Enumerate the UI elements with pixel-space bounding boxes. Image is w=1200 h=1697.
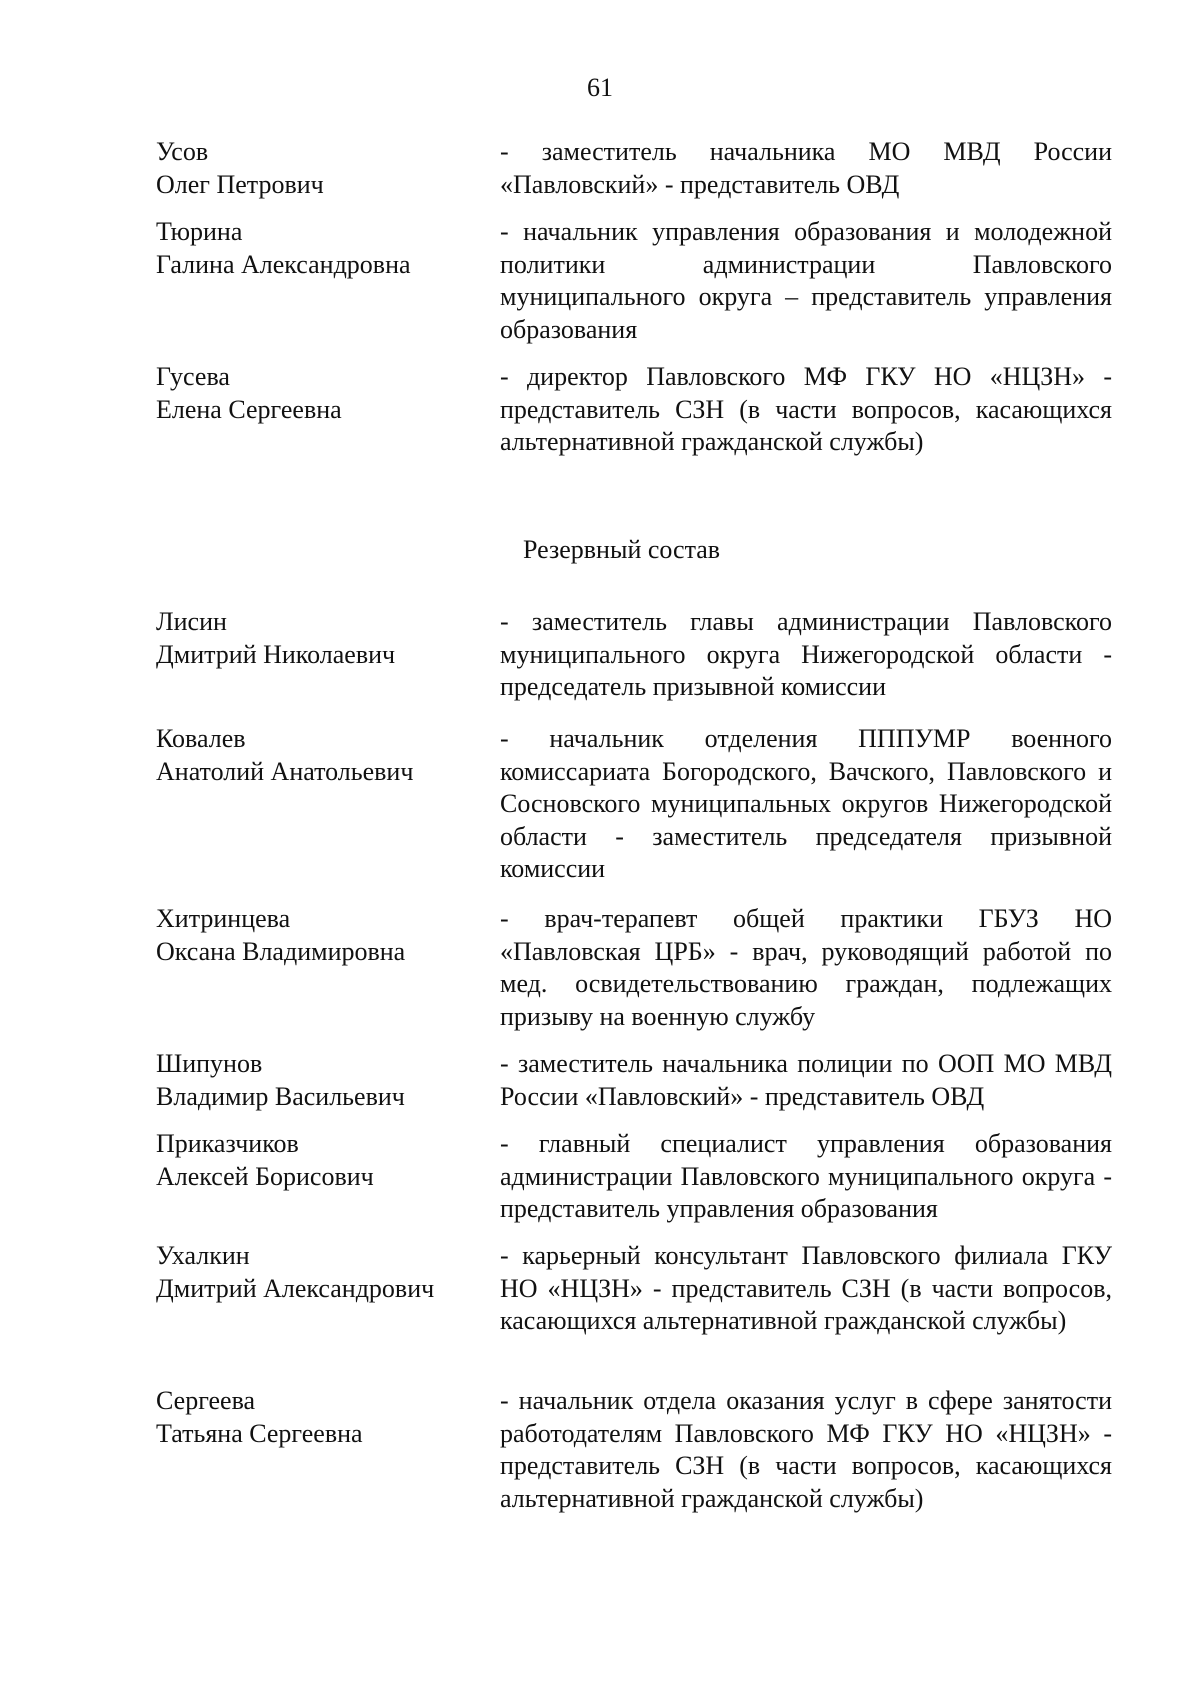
member-given-names: Елена Сергеевна xyxy=(156,394,342,424)
member-surname: Ковалев xyxy=(156,724,246,753)
member-surname: Приказчиков xyxy=(156,1129,299,1158)
member-description: - начальник отдела оказания услуг в сфере занятости работодателям Павловского МФ ГКУ НО «НЦЗН» - представитель СЗН (в части вопросов, касающихся альтернативной гражданской службы) xyxy=(500,1386,1112,1513)
member-surname: Шипунов xyxy=(156,1049,263,1078)
member-description: - заместитель начальника полиции по ООП МО МВД России «Павловский» - представитель ОВД xyxy=(500,1049,1112,1111)
member-description: - врач-терапевт общей практики ГБУЗ НО «Павловская ЦРБ» - врач, руководящий работой по мед. освидетельствованию граждан, подлежащих призыву на военную службу xyxy=(500,904,1112,1031)
reserve-section-title: Резервный состав xyxy=(523,535,721,564)
member-surname: Лисин xyxy=(156,607,227,636)
member-given-names: Дмитрий Николаевич xyxy=(156,639,396,669)
member-name xyxy=(156,903,486,968)
member-given-names: Алексей Борисович xyxy=(156,1161,374,1191)
member-given-names: Анатолий Анатольевич xyxy=(156,756,414,786)
member-given-names: Владимир Васильевич xyxy=(156,1081,405,1111)
member-description: - начальник управления образования и молодежной политики администрации Павловского муниципального округа – представитель управления образования xyxy=(500,217,1112,344)
member-given-names: Галина Александровна xyxy=(156,249,411,279)
member-name xyxy=(156,1385,486,1450)
member-surname: Ухалкин xyxy=(156,1241,250,1270)
member-surname: Тюрина xyxy=(156,217,243,246)
page-number: 61 xyxy=(587,73,613,102)
member-description: - заместитель главы администрации Павловского муниципального округа Нижегородской области - председатель призывной комиссии xyxy=(500,607,1112,701)
member-name xyxy=(156,136,486,201)
member-given-names: Оксана Владимировна xyxy=(156,936,406,966)
member-name xyxy=(156,216,486,281)
member-description: - главный специалист управления образования администрации Павловского муниципального округа - представитель управления образования xyxy=(500,1129,1112,1223)
member-given-names: Олег Петрович xyxy=(156,169,324,199)
member-name xyxy=(156,361,486,426)
member-surname: Хитринцева xyxy=(156,904,291,933)
member-name xyxy=(156,723,486,788)
member-given-names: Дмитрий Александрович xyxy=(156,1273,435,1303)
member-name xyxy=(156,1048,486,1113)
member-name xyxy=(156,1240,486,1305)
member-surname: Гусева xyxy=(156,362,230,391)
member-surname: Сергеева xyxy=(156,1386,256,1415)
member-name xyxy=(156,1128,486,1193)
member-given-names: Татьяна Сергеевна xyxy=(156,1418,363,1448)
member-description: - директор Павловского МФ ГКУ НО «НЦЗН» - представитель СЗН (в части вопросов, касающихся альтернативной гражданской службы) xyxy=(500,362,1112,456)
member-description: - карьерный консультант Павловского филиала ГКУ НО «НЦЗН» - представитель СЗН (в части вопросов, касающихся альтернативной гражданской службы) xyxy=(500,1241,1112,1335)
member-name xyxy=(156,606,486,671)
member-surname: Усов xyxy=(156,137,209,166)
member-description: - начальник отделения ПППУМР военного комиссариата Богородского, Вачского, Павловского и Сосновского муниципальных округов Нижегородской области - заместитель председателя призывной комиссии xyxy=(500,724,1112,883)
member-description: - заместитель начальника МО МВД России «Павловский» - представитель ОВД xyxy=(500,137,1112,199)
